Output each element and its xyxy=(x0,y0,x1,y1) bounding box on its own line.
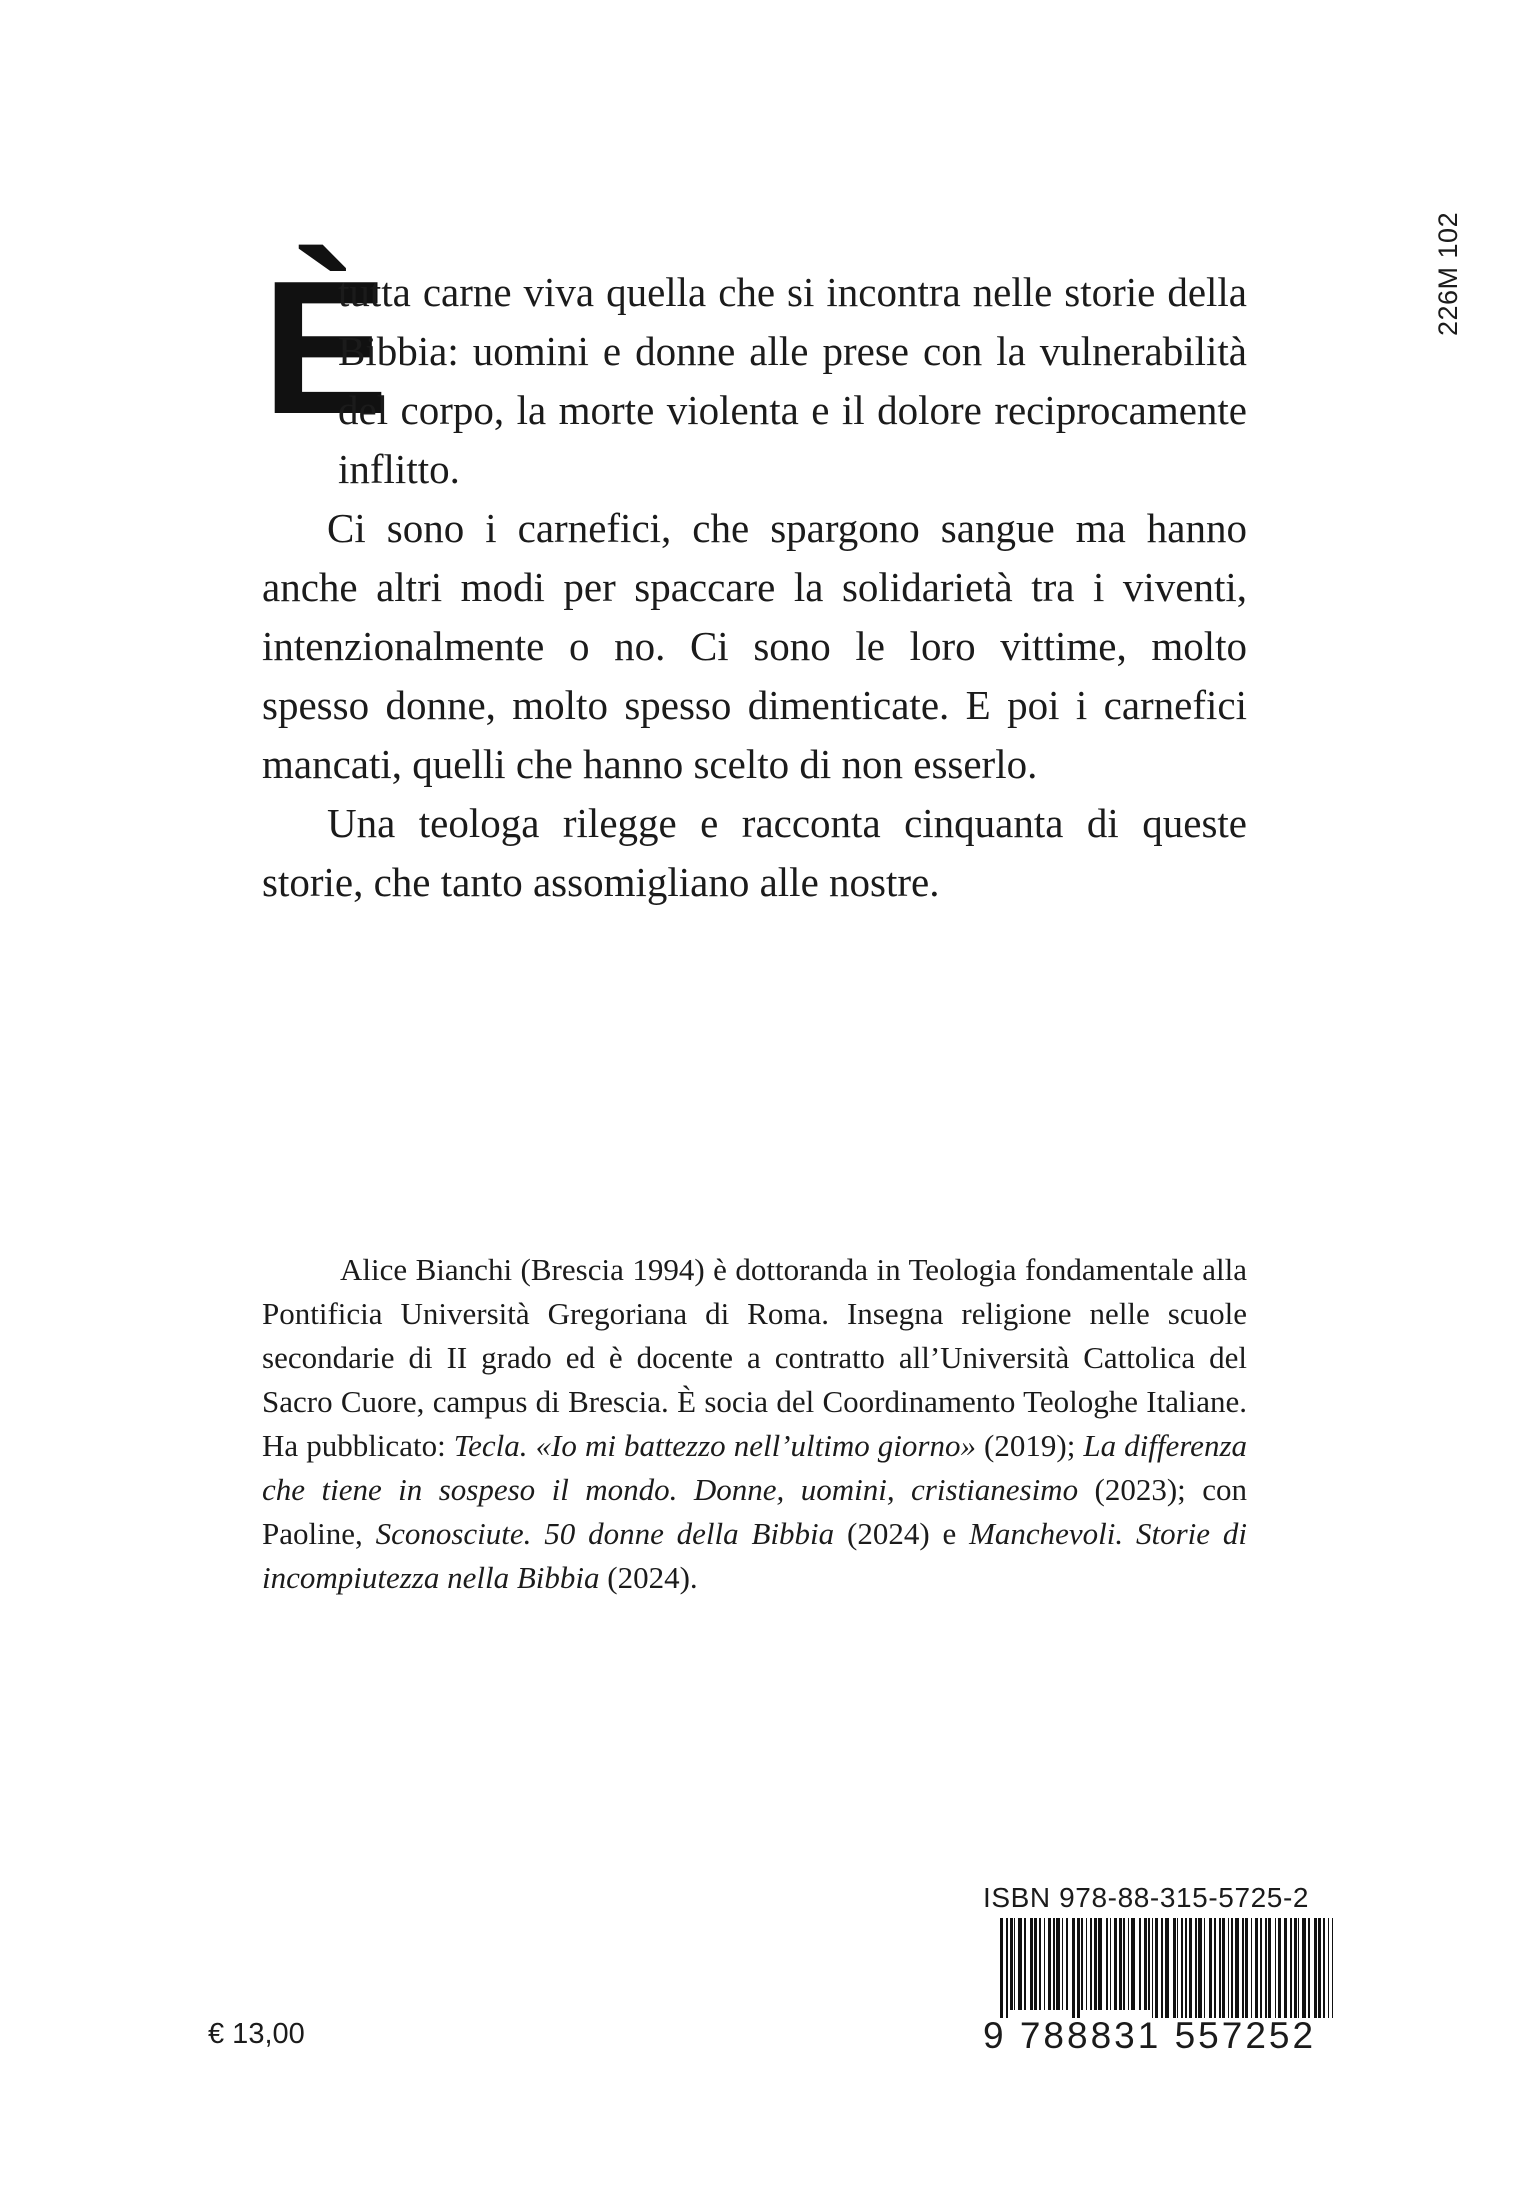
barcode-bar xyxy=(1048,1918,1051,2010)
barcode-bar xyxy=(1081,1918,1083,2010)
barcode-bar xyxy=(1222,1918,1225,2018)
barcode-bar xyxy=(1195,1918,1197,2018)
book-title-sconosciute: Sconosciute. 50 donne della Bibbia xyxy=(375,1516,835,1551)
barcode-bar xyxy=(1268,1918,1271,2018)
barcode-bar xyxy=(1284,1918,1287,2018)
barcode-bar xyxy=(1010,1918,1013,2010)
book-title-la-differenza: La differenza che tiene in sospeso il mondo. Donne, uomini, cristianesimo xyxy=(262,1428,1248,1507)
blurb-paragraph-2: Ci sono i carnefici, che spargono sangue ma hanno anche altri modi per spaccare la solidarietà tra i viventi, intenzionalmente o no. Ci sono le loro vittime, molto spesso donne, molto spesso dimenticate. E poi i carnefici mancati, quelli che hanno scelto di non esserlo. xyxy=(262,505,1247,787)
barcode-bar xyxy=(1181,1918,1183,2018)
barcode-bar xyxy=(1119,1918,1122,2010)
barcode-bar xyxy=(1209,1918,1212,2018)
barcode-bar xyxy=(1044,1918,1045,2010)
barcode-digits: 9 788831 557252 xyxy=(983,2015,1317,2056)
barcode-bar xyxy=(1231,1918,1233,2018)
barcode-bar xyxy=(1152,1918,1153,2018)
barcode-bar xyxy=(1314,1918,1317,2018)
barcode-bar xyxy=(1278,1918,1281,2018)
book-title-manchevoli: Manchevoli. Storie di incompiutezza nella Bibbia xyxy=(262,1516,1247,1595)
barcode-bar xyxy=(1251,1918,1252,2018)
barcode-bar xyxy=(1255,1918,1258,2018)
blurb-paragraph-3: Una teologa rilegge e racconta cinquanta di queste storie, che tanto assomigliano alle nostre. xyxy=(262,800,1247,905)
barcode-bar xyxy=(1328,1918,1329,2018)
barcode-bar xyxy=(1275,1918,1276,2018)
barcode-bar xyxy=(1173,1918,1176,2018)
barcode-bar xyxy=(1144,1918,1147,2010)
barcode-bar xyxy=(1039,1918,1041,2010)
barcode-bar xyxy=(1006,1918,1008,2018)
barcode-bar xyxy=(1139,1918,1141,2010)
barcode-bar xyxy=(1128,1918,1129,2010)
barcode-bar xyxy=(1302,1918,1306,2018)
book-title-tecla: Tecla. «Io mi battezzo nell’ultimo giorno» xyxy=(453,1428,976,1463)
barcode-bar xyxy=(1014,1918,1015,2010)
barcode-bar xyxy=(1318,1918,1321,2018)
barcode-bar xyxy=(1265,1918,1267,2018)
barcode-bar xyxy=(1123,1918,1125,2010)
barcode-bar xyxy=(1298,1918,1299,2018)
barcode-bar xyxy=(1185,1918,1187,2018)
catalog-code: 226M 102 xyxy=(1433,211,1463,336)
barcode-bar xyxy=(1106,1918,1108,2010)
barcode-bar xyxy=(1094,1918,1097,2010)
barcode-bar xyxy=(1161,1918,1163,2018)
barcode-bar xyxy=(1308,1918,1310,2018)
barcode-bar xyxy=(1114,1918,1117,2010)
barcode-bar xyxy=(1034,1918,1037,2010)
barcode-bar xyxy=(1098,1918,1102,2010)
barcode-bar xyxy=(1204,1918,1205,2018)
barcode-bar xyxy=(1024,1918,1026,2010)
barcode-bar xyxy=(1062,1918,1063,2010)
barcode-bar xyxy=(1053,1918,1055,2010)
barcode-bar xyxy=(1148,1918,1150,2010)
barcode-bar xyxy=(1219,1918,1221,2018)
isbn-label: ISBN 978-88-315-5725-2 xyxy=(983,1882,1310,1913)
barcode-bar xyxy=(1189,1918,1192,2018)
barcode-bar xyxy=(1235,1918,1239,2018)
barcode-bar xyxy=(1090,1918,1092,2010)
barcode-bar xyxy=(1260,1918,1262,2018)
barcode-bar xyxy=(1290,1918,1292,2018)
barcode-bar xyxy=(1323,1918,1325,2018)
barcode-bar xyxy=(1245,1918,1248,2018)
blurb-paragraph-1: È tutta carne viva quella che si incontra nelle storie della Bibbia: uomini e donne alle prese con la vulnerabilità del corpo, la morte violenta e il dolore reciprocamente inflitto. xyxy=(262,242,1247,492)
barcode-bar xyxy=(1155,1918,1158,2018)
barcode-bar xyxy=(1110,1918,1111,2010)
author-bio: Alice Bianchi (Brescia 1994) è dottoranda in Teologia fondamentale alla Pontificia Università Gregoriana di Roma. Insegna religione nelle scuole secondarie di II grado ed è docente a contratto all’Università Cattolica del Sacro Cuore, campus di Brescia. È socia del Coordinamento Teologhe Italiane. Ha pubblicato: Tecla. «Io mi battezzo nell’ultimo giorno» (2019); La differenza che tiene in sospeso il mondo. Donne, uomini, cristianesimo (2023); con Paoline, Sconosciute. 50 donne della Bibbia (2024) e Manchevoli. Storie di incompiutezza nella Bibbia (2024). xyxy=(262,1252,1248,1595)
barcode-bar xyxy=(1177,1918,1178,2018)
drop-cap-letter: È xyxy=(262,242,389,454)
barcode-bar xyxy=(1131,1918,1135,2010)
price-label: € 13,00 xyxy=(208,2018,305,2050)
barcode-bar xyxy=(1242,1918,1244,2018)
back-cover-blurb xyxy=(262,242,1247,912)
barcode-bar xyxy=(1018,1918,1022,2010)
barcode-bar xyxy=(1294,1918,1297,2018)
barcode-bar xyxy=(1030,1918,1033,2010)
barcode-bar xyxy=(1077,1918,1080,2018)
barcode-bar xyxy=(1332,1918,1333,2018)
barcode-bar xyxy=(1072,1918,1075,2018)
barcode-bar xyxy=(1066,1918,1068,2010)
barcode-bar xyxy=(1000,1918,1003,2018)
barcode-bar xyxy=(1198,1918,1202,2018)
barcode-bar xyxy=(1056,1918,1060,2010)
barcode-bar xyxy=(1165,1918,1169,2018)
barcode-image xyxy=(1000,1918,1333,2018)
barcode-bar xyxy=(1214,1918,1216,2018)
barcode-bar xyxy=(1086,1918,1087,2010)
barcode-bar xyxy=(1228,1918,1229,2018)
